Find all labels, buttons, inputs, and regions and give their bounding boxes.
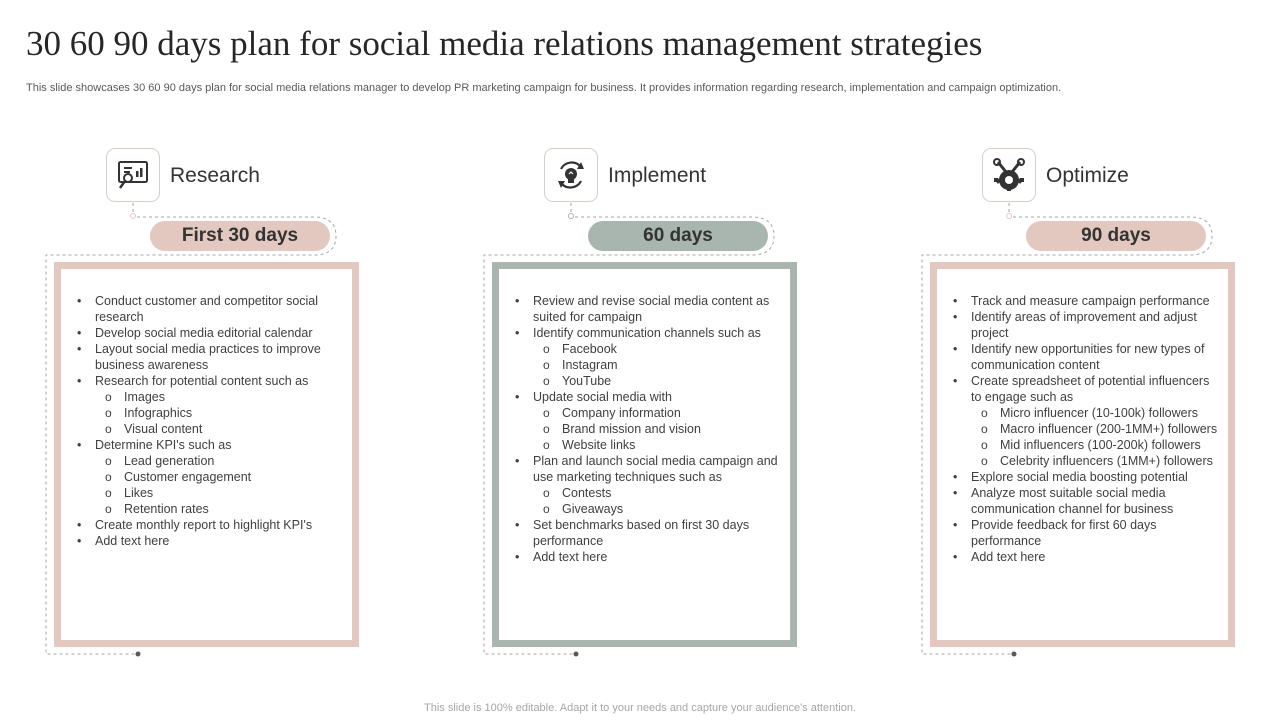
list-item [75,517,342,533]
bullet-dot: • [77,342,82,356]
bullet-circle: o [105,470,112,484]
sub-list [971,405,1218,469]
bullet-dot: • [515,454,520,468]
list-item [513,517,780,549]
slide-title: 30 60 90 days plan for social media relations management strategies [26,24,983,63]
list-item-text: Add text here [533,550,608,564]
bullet-circle: o [543,342,550,356]
list-item-text: Layout social media practices to improve business awareness [95,342,321,372]
bullet-circle: o [105,406,112,420]
list-item [75,325,342,341]
list-item-text: Develop social media editorial calendar [95,326,313,340]
list-item-text: Provide feedback for first 60 days performance [971,518,1157,548]
bullet-circle: o [981,422,988,436]
bullet-dot: • [515,390,520,404]
list-item [513,293,780,325]
list-item [513,325,780,389]
list-item [951,485,1218,517]
sub-list-item [95,501,342,517]
sub-list-item-text: Visual content [124,422,203,436]
period-pill-first-30: First 30 days [150,221,330,251]
sub-list-item-text: Mid influencers (100-200k) followers [1000,438,1201,452]
bullet-dot: • [953,342,958,356]
sub-list [95,389,342,437]
lightbulb-cycle-icon [553,157,589,193]
sub-list-item-text: Lead generation [124,454,215,468]
sub-list-item-text: Customer engagement [124,470,252,484]
slide-subtitle: This slide showcases 30 60 90 days plan for social media relations manager to develop PR marketing campaign for business. It provides information regarding research, implementation and campaign optimization. [26,82,1062,94]
sub-list-item-text: Celebrity influencers (1MM+) followers [1000,454,1213,468]
bullet-dot: • [77,438,82,452]
bullet-circle: o [105,422,112,436]
bullet-dot: • [953,310,958,324]
bullet-dot: • [77,374,82,388]
bullet-circle: o [981,406,988,420]
implement-heading: Implement [608,164,707,187]
list-item-text: Identify areas of improvement and adjust project [971,310,1197,340]
bullet-dot: • [77,534,82,548]
sub-list [533,405,780,453]
sub-list [533,485,780,517]
list-item [951,309,1218,341]
sub-list-item [95,389,342,405]
bullet-circle: o [981,454,988,468]
bullet-circle: o [543,486,550,500]
bullet-dot: • [953,374,958,388]
bullet-circle: o [543,406,550,420]
sub-list-item-text: Facebook [562,342,617,356]
optimize-icon-box [982,148,1036,202]
sub-list-item [533,421,780,437]
research-list [61,269,352,549]
list-item [513,453,780,517]
list-item-text: Explore social media boosting potential [971,470,1188,484]
list-item [951,341,1218,373]
sub-list [95,453,342,517]
sub-list-item [95,405,342,421]
list-item-text: Identify communication channels such as [533,326,761,340]
sub-list-item-text: Company information [562,406,681,420]
bullet-dot: • [953,550,958,564]
optimize-heading: Optimize [1046,164,1129,187]
sub-list-item [533,341,780,357]
list-item-text: Plan and launch social media campaign and use marketing techniques such as [533,454,778,484]
period-pill-60: 60 days [588,221,768,251]
period-pill-90: 90 days [1026,221,1206,251]
column-optimize [920,148,1260,663]
bullet-circle: o [105,390,112,404]
sub-list-item-text: Infographics [124,406,193,420]
sub-list-item-text: Likes [124,486,154,500]
list-item-text: Create monthly report to highlight KPI's [95,518,313,532]
sub-list-item [971,405,1218,421]
sub-list-item [533,373,780,389]
list-item [513,549,780,565]
list-item [951,373,1218,469]
sub-list [533,341,780,389]
sub-list-item-text: Images [124,390,165,404]
sub-list-item [971,437,1218,453]
list-item [75,533,342,549]
gear-tools-icon [991,157,1027,193]
bullet-circle: o [543,438,550,452]
list-item-text: Determine KPI's such as [95,438,232,452]
column-implement [482,148,822,663]
sub-list-item [533,485,780,501]
bullet-circle: o [543,358,550,372]
list-item [75,437,342,517]
sub-list-item-text: Micro influencer (10-100k) followers [1000,406,1198,420]
sub-list-item-text: YouTube [562,374,612,388]
bullet-dot: • [77,294,82,308]
sub-list-item [95,469,342,485]
sub-list-item-text: Website links [562,438,636,452]
sub-list-item-text: Macro influencer (200-1MM+) followers [1000,422,1218,436]
list-item-text: Create spreadsheet of potential influencers to engage such as [971,374,1210,404]
implement-card [492,262,797,647]
bullet-dot: • [953,294,958,308]
bullet-dot: • [515,326,520,340]
sub-list-item-text: Giveaways [562,502,624,516]
research-heading: Research [170,164,260,187]
bullet-dot: • [953,470,958,484]
bullet-circle: o [105,486,112,500]
bullet-circle: o [543,422,550,436]
column-research [44,148,384,663]
list-item [951,293,1218,309]
bullet-dot: • [515,294,520,308]
sub-list-item [533,357,780,373]
bullet-dot: • [515,518,520,532]
list-item [75,341,342,373]
list-item [513,389,780,453]
bullet-dot: • [953,518,958,532]
list-item-text: Review and revise social media content as suited for campaign [533,294,770,324]
research-card [54,262,359,647]
sub-list-item [95,485,342,501]
slide-footer: This slide is 100% editable. Adapt it to your needs and capture your audience's attention. [424,702,856,714]
sub-list-item [971,453,1218,469]
bullet-circle: o [981,438,988,452]
bullet-dot: • [77,326,82,340]
list-item [75,373,342,437]
list-item [951,549,1218,565]
list-item-text: Track and measure campaign performance [971,294,1210,308]
list-item-text: Update social media with [533,390,672,404]
list-item-text: Conduct customer and competitor social research [95,294,319,324]
bullet-dot: • [515,550,520,564]
sub-list-item [971,421,1218,437]
list-item-text: Research for potential content such as [95,374,309,388]
list-item-text: Add text here [95,534,170,548]
sub-list-item [95,453,342,469]
optimize-list [937,269,1228,565]
bullet-circle: o [543,374,550,388]
sub-list-item-text: Brand mission and vision [562,422,701,436]
bullet-dot: • [953,486,958,500]
sub-list-item-text: Contests [562,486,612,500]
optimize-card [930,262,1235,647]
sub-list-item [533,405,780,421]
implement-list [499,269,790,565]
sub-list-item-text: Instagram [562,358,618,372]
list-item [951,469,1218,485]
list-item-text: Add text here [971,550,1046,564]
bullet-circle: o [105,454,112,468]
bullet-circle: o [543,502,550,516]
list-item-text: Set benchmarks based on first 30 days performance [533,518,750,548]
sub-list-item [533,437,780,453]
list-item [951,517,1218,549]
presentation-board-icon [115,157,151,193]
sub-list-item [95,421,342,437]
list-item-text: Analyze most suitable social media communication channel for business [971,486,1174,516]
bullet-circle: o [105,502,112,516]
implement-icon-box [544,148,598,202]
sub-list-item-text: Retention rates [124,502,209,516]
bullet-dot: • [77,518,82,532]
list-item-text: Identify new opportunities for new types of communication content [971,342,1205,372]
research-icon-box [106,148,160,202]
list-item [75,293,342,325]
sub-list-item [533,501,780,517]
